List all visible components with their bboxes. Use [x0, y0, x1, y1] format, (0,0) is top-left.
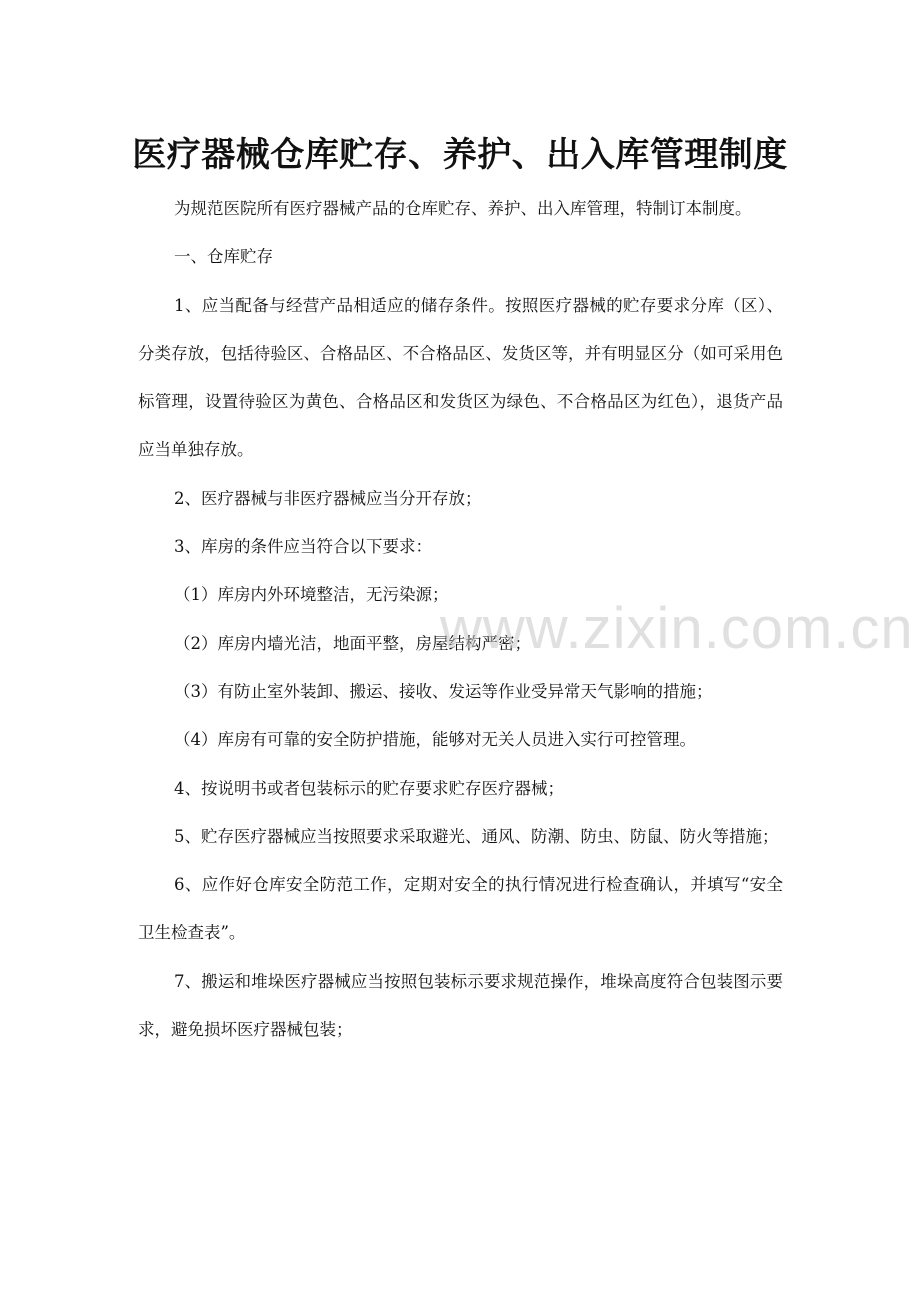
- clause-3-item-2: （2）库房内墙光洁，地面平整，房屋结构严密；: [174, 633, 531, 653]
- clause-5: 5、贮存医疗器械应当按照要求采取避光、通风、防潮、防虫、防鼠、防火等措施；: [174, 826, 779, 846]
- clause-3-item-3: （3）有防止室外装卸、搬运、接收、发运等作业受异常天气影响的措施；: [174, 681, 713, 701]
- clause-3: 3、库房的条件应当符合以下要求：: [174, 537, 432, 557]
- clause-1: 1、应当配备与经营产品相适应的储存条件。按照医疗器械的贮存要求分库（区）、分类存放，包括待验区、合格品区、不合格品区、发货区等，并有明显区分（如可采用色标管理，设置待验区为黄色、合格品区和发货区为绿色、不合格品区为红色），退货产品应当单独存放。: [138, 295, 783, 460]
- intro-paragraph: 为规范医院所有医疗器械产品的仓库贮存、养护、出入库管理，特制订本制度。: [174, 199, 752, 218]
- clause-7: 7、搬运和堆垛医疗器械应当按照包装标示要求规范操作，堆垛高度符合包装图示要求，避免损坏医疗器械包装；: [138, 971, 783, 1040]
- clause-3-item-1: （1）库房内外环境整洁，无污染源；: [174, 585, 449, 605]
- watermark: www.zixin.com.cn: [440, 596, 914, 661]
- document-body: [138, 185, 783, 1054]
- clause-2: 2、医疗器械与非医疗器械应当分开存放；: [174, 488, 482, 508]
- clause-6: 6、应作好仓库安全防范工作，定期对安全的执行情况进行检查确认，并填写“安全卫生检查表”。: [138, 875, 783, 943]
- document-title: 医疗器械仓库贮存、养护、出入库管理制度: [132, 135, 788, 175]
- section-heading-storage: 一、仓库贮存: [174, 247, 273, 267]
- clause-4: 4、按说明书或者包装标示的贮存要求贮存医疗器械；: [174, 778, 564, 798]
- clause-3-item-4: （4）库房有可靠的安全防护措施，能够对无关人员进入实行可控管理。: [174, 730, 696, 750]
